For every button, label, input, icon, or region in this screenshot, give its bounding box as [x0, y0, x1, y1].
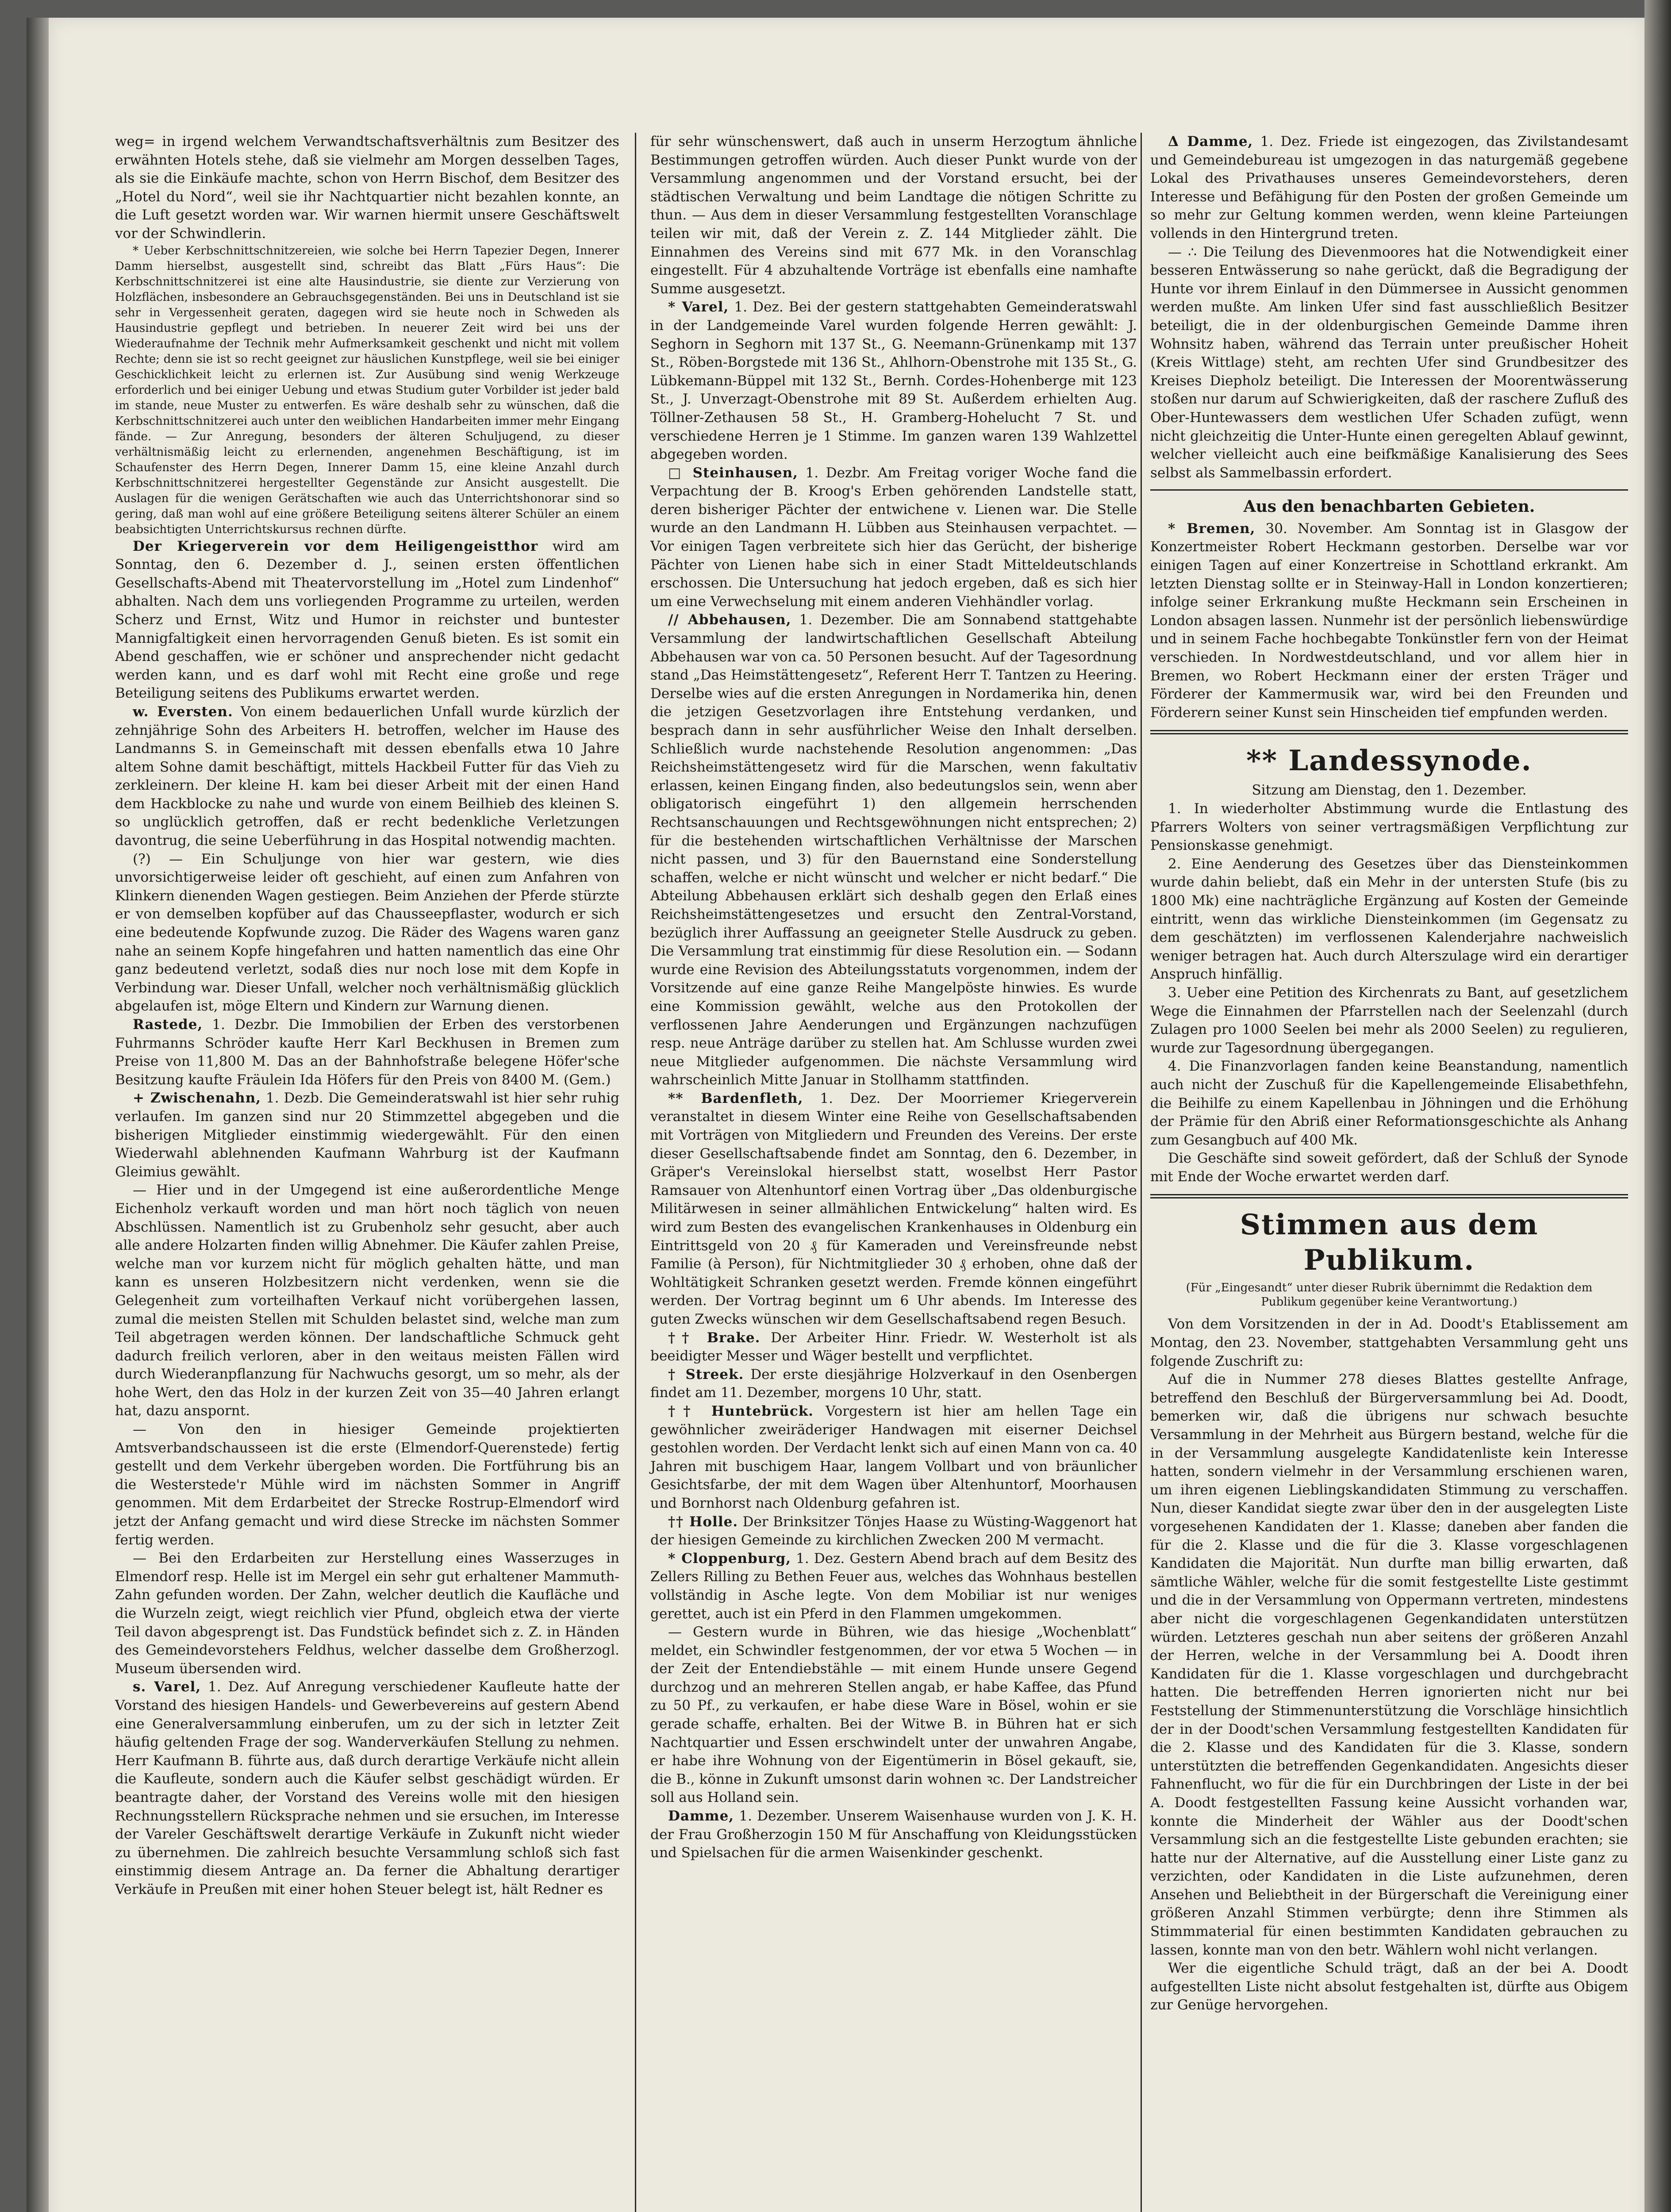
article-text: 1. Dez. Friede ist eingezogen, das Zivilstandesamt und Gemeindebureau ist umgezogen in das naturgemäß gegebene Lokal des Privathauses unseres Gemeindevorstehers, deren Interesse und Befähigung für den Posten der großen Gemeinde um so mehr zur Geltung kommen werden, wenn kleine Parteiungen vollends in den Hintergrund treten. — [1150, 134, 1628, 242]
editorial-disclaimer: (Für „Eingesandt“ unter dieser Rubrik übernimmt die Redaktion dem Publikum gegenüber keine Verantwortung.) — [1186, 1281, 1593, 1309]
article-abbehausen — [650, 611, 1137, 1089]
article-mammuth: — Bei den Erdarbeiten zur Herstellung eines Wasserzuges in Elmendorf resp. Helle ist im Mergel ein sehr gut erhaltener Mammuth-Zahn gefunden worden. Der Zahn, welcher deutlich die Kaufläche und die Wurzeln zeigt, wiegt reichlich vier Pfund, obgleich etwa der vierte Teil davon abgesprengt ist. Das Fundstück befindet sich z. Z. in Händen des Gemeindevorstehers Feldhus, welcher dasselbe dem Großherzogl. Museum übersenden wird. — [115, 1550, 619, 1677]
column-right — [1150, 133, 1628, 2015]
article-huntebrueck — [650, 1402, 1137, 1513]
article-text: für sehr wünschenswert, daß auch in unserm Herzogtum ähnliche Bestimmungen getroffen würden. Auch dieser Punkt wurde von der Versammlung angenommen und der Vorstand ersucht, bei der städtischen Verwaltung und beim Landtage die nötigen Schritte zu thun. — Aus dem in dieser Versammlung festgestellten Voranschlage teilen wir mit, daß der Verein z. Z. 144 Mitglieder zählt. Die Einnahmen des Vereins sind mit 677 Mk. in den Voranschlag eingestellt. Für 4 abzuhaltende Vorträge ist ebenfalls eine namhafte Summe ausgesetzt. — [650, 134, 1137, 297]
column-rule-1 — [635, 133, 636, 2212]
article-rastede — [115, 1016, 619, 1089]
column-rule-2 — [1141, 133, 1142, 2212]
article-text: Vorgestern ist hier am hellen Tage ein gewöhnlicher zweiräderiger Handwagen mit eiserner Deichsel gestohlen worden. Der Verdacht lenkt sich auf einen Mann von ca. 40 Jahren mit buschigem Haar, langem Vollbart und von bräunlicher Gesichtsfarbe, der mit dem Wagen über Altenhuntorf, Moorhausen und Bornhorst nach Oldenburg gefahren ist. — [650, 1403, 1137, 1511]
article-text: 1. Dezember. Unserem Waisenhause wurden von J. K. H. der Frau Großherzogin 150 M für Anschaffung von Kleidungsstücken und Spielsachen für die armen Waisenkinder geschenkt. — [650, 1808, 1137, 1861]
synode-item-1: 1. In wiederholter Abstimmung wurde die Entlastung des Pfarrers Wolters von seiner vertragsmäßigen Verpflichtung zur Pensionskasse genehmigt. — [1150, 801, 1628, 854]
article-damme — [1150, 133, 1628, 243]
article-headline: □ Steinhausen, — [668, 465, 798, 481]
article-text: 1. Dez. Auf Anregung verschiedener Kaufleute hatte der Vorstand des hiesigen Handels- und Gewerbevereins auf gestern Abend eine Generalversammlung einberufen, um zu der sich in letzter Zeit häufig geltenden Frage der sog. Wanderverkäufen Stellung zu nehmen. Herr Kaufmann B. führte aus, daß durch derartige Verkäufe nicht allein die Kaufleute, sondern auch die Käufer selbst geschädigt würden. Er beantragte daher, der Vorstand des Vereins wolle mit den hiesigen Rechnungsstellern Rücksprache nehmen und sie ersuchen, im Interesse der Vareler Geschäftswelt derartige Verkäufe in Zukunft nicht wieder zu übernehmen. Die zahlreich besuchte Versammlung schloß sich fast einstimmig diesem Antrage an. Da ferner die Abhaltung derartiger Verkäufe in Preußen mit einer hohen Steuer belegt ist, hält Redner es — [115, 1679, 619, 1897]
synode-item-4: 4. Die Finanzvorlagen fanden keine Beanstandung, namentlich auch nicht der Zuschuß für die Kapellengemeinde Elisabethfehn, die Beihilfe zu einem Kapellenbau in Jöhningen und die Erhöhung der Prämie für den Abriß einer Reformationsgeschichte als Anhang zum Gesangbuch auf 400 Mk. — [1150, 1058, 1628, 1148]
synode-item-2: 2. Eine Aenderung des Gesetzes über das Diensteinkommen wurde dahin beliebt, daß ein Mehr in der untersten Stufe (bis zu 1800 Mk) eine nachträgliche Ergänzung auf Kosten der Gemeinde eintritt, wenn das wirkliche Diensteinkommen (im Gegensatz zu dem geschätzten) im verflossenen Kalenderjahre nachweislich weniger betragen hat. Auch durch Alterszulage wird ein derartiger Anspruch hinfällig. — [1150, 856, 1628, 983]
section-divider-double — [1150, 730, 1628, 734]
article-text: 1. Dez. Der Moorriemer Kriegerverein veranstaltet in diesem Winter eine Reihe von Gesellschaftsabenden mit Vorträgen von Mitgliedern und Freunden des Vereins. Der erste dieser Gesellschaftsabende findet am Sonntag, den 6. Dezember, in Gräper's Vereinslokal hierselbst statt, woselbst Herr Pastor Ramsauer von Altenhuntorf einen Vortrag über „Das oldenburgische Militärwesen in seiner allmählichen Entwickelung“ halten wird. Es wird zum Besten des evangelischen Krankenhauses in Oldenburg ein Eintrittsgeld von 20 ₰ für Kameraden und Vereinsfreunde nebst Familie (à Person), für Nichtmitglieder 30 ₰ erhoben, ohne daß der Wohltätigkeit Schranken gesetzt werden. Fremde können eingeführt werden. Der Vortrag beginnt um 6 Uhr abends. Im Interesse des guten Zwecks wünschen wir dem Gesellschaftsabend regen Besuch. — [650, 1090, 1137, 1327]
section-heading-stimmen: Stimmen aus dem Publikum. — [1240, 1208, 1539, 1277]
article-text: wird am Sonntag, den 6. Dezember d. J., seinen ersten öffentlichen Gesellschafts-Abend mit Theatervorstellung im „Hotel zum Lindenhof“ abhalten. Nach dem uns vorliegenden Programme zu urteilen, werden Scherz und Ernst, Witz und Humor in reichster und buntester Mannigfaltigkeit einen hervorragenden Genuß bieten. Es ist somit ein Abend geschaffen, wie er schöner und ansprechender nicht gedacht werden kann, und es darf wohl mit Recht eine große und rege Beteiligung seitens des Publikums erwartet werden. — [115, 538, 619, 702]
article-text: 1. Dezember. Die am Sonnabend stattgehabte Versammlung der landwirtschaftlichen Gesellschaft Abteilung Abbehausen war von ca. 50 Personen besucht. Auf der Tagesordnung stand „Das Heimstättengesetz“, Referent Herr T. Tantzen zu Heering. Derselbe wies auf die ersten Anregungen in Nordamerika hin, denen die jetzigen Gesetzvorlagen ihre Entstehung verdanken, und besprach dann in sehr ausführlicher Weise den Inhalt derselben. Schließlich wurde nachstehende Resolution angenommen: „Das Reichsheimstättengesetz wird für die Marschen, wenn fakultativ erlassen, keinen Eingang finden, also bedeutungslos sein, wenn aber obligatorisch eingeführt 1) den allgemein herrschenden Rechtsanschauungen und Rechtsgewöhnungen nicht entsprechen; 2) für die bestehenden wirtschaftlichen Verhältnisse der Marschen nicht passen, und 3) für den Bauernstand eine Sonderstellung schaffen, welche er nicht wünscht und welcher er nicht bedarf.“ Die Abteilung Abbehausen erklärt sich deshalb gegen den Erlaß eines Reichsheimstättengesetzes und ersucht den Zentral-Vorstand, bezüglich ihrer Auffassung an geeigneter Stelle Ausdruck zu geben. Die Versammlung trat einstimmig für diese Resolution ein. — Sodann wurde eine Revision des Abteilungsstatuts vorgenommen, indem der Vorsitzende auf eine ganze Reihe Mangelpöste hinwies. Es wurde eine Kommission gewählt, welche aus den Protokollen der verflossenen Jahre Aenderungen und Ergänzungen nachzufügen resp. neue Anträge darüber zu stellen hat. Am Schlusse wurden zwei neue Mitglieder aufgenommen. Die nächste Versammlung wird wahrscheinlich Mitte Januar in Stollhamm stattfinden. — [650, 612, 1137, 1088]
column-middle — [650, 133, 1137, 1863]
section-divider-double — [1150, 1194, 1628, 1198]
article-zuschrift-closing: Wer die eigentliche Schuld trägt, daß an der bei A. Doodt aufgestellten Liste nicht absolut festgehalten ist, dürfte aus Obigem zur Genüge hervorgehen. — [1150, 1960, 1628, 2013]
article-eichenholz: — Hier und in der Umgegend ist eine außerordentliche Menge Eichenholz verkauft worden und man hört noch täglich von neuen Abschlüssen. Namentlich ist zu Grubenholz sehr gesucht, aber auch alle andere Holzarten finden willig Abnehmer. Die Käufer zahlen Preise, welche man vor kurzem nicht für möglich gehalten hätte, und man kann es unseren Holzbesitzern nicht verdenken, wenn sie die Gelegenheit zum vorteilhaften Verkauf nicht vorübergehen lassen, zumal die meisten Stellen mit Schulden belastet sind, welche man zum Teil abgetragen werden können. Der landschaftliche Schmuck geht dadurch freilich verloren, aber in den weitaus meisten Fällen wird durch Wiederanpflanzung für Nachwuchs gesorgt, um so mehr, als der hohe Wert, den das Holz in der kurzen Zeit von 35—40 Jahren erlangt hat, dazu anspornt. — [115, 1182, 619, 1419]
section-heading-nachbargebiete: Aus den benachbarten Gebieten. — [1243, 497, 1535, 516]
right-edge-shadow — [1644, 0, 1671, 2212]
article-headline: * Varel, — [668, 299, 729, 315]
article-headline: Damme, — [668, 1808, 734, 1824]
article-headline: †† Huntebrück. — [668, 1403, 814, 1419]
article-streek — [650, 1366, 1137, 1402]
synode-closing: Die Geschäfte sind soweit gefördert, daß der Schluß der Synode mit Ende der Woche erwartet werden darf. — [1150, 1150, 1628, 1185]
article-headline: Rastede, — [133, 1017, 203, 1033]
article-text: 1. Dezbr. Die Immobilien der Erben des verstorbenen Fuhrmanns Schröder kaufte Herr Karl Beckhusen in Bremen zum Preise von 11,800 M. Das an der Bahnhofstraße belegene Höfer'sche Besitzung kaufte Fräulein Ida Höfers für den Preis von 8400 M. (Gem.) — [115, 1017, 619, 1088]
article-text: 30. November. Am Sonntag ist in Glasgow der Konzertmeister Robert Heckmann gestorben. Derselbe war vor einigen Tagen auf einer Konzertreise in Schottland erkrankt. Am letzten Dienstag sollte er in Steinway-Hall in London konzertieren; infolge seiner Erkrankung mußte Heckmann sein Erscheinen in London absagen lassen. Nunmehr ist der persönlich liebenswürdige und in seinem Fache hochbegabte Tonkünstler fern von der Heimat verschieden. In Nordwestdeutschland, und vor allem hier in Bremen, wo Robert Heckmann einer der ersten Träger und Förderer der Kammermusik war, wird bei den Freunden und Förderern seiner Kunst sein Hinscheiden tief empfunden werden. — [1150, 520, 1628, 721]
article-headline: * Bremen, — [1168, 520, 1256, 537]
section-heading-landessynode: ** Landessynode. — [1246, 744, 1532, 778]
article-zuschrift-body: Auf die in Nummer 278 dieses Blattes gestellte Anfrage, betreffend den Beschluß der Bürgerversammlung bei Ad. Doodt, bemerken wir, daß die übrigens nur schwach besuchte Versammlung in der Mehrheit aus Bürgern bestand, welche für die in der Versammlung ausgelegte Kandidatenliste kein Interesse hatten, sondern vielmehr in der Versammlung erschienen waren, um ihren eigenen Lieblingskandidaten Stimmung zu verschaffen. Nun, dieser Kandidat siegte zwar über den in der ausgelegten Liste vorgesehenen Kandidaten der 1. Klasse; daneben aber fanden die für die 2. Klasse und die für die 3. Klasse vorgeschlagenen Kandidaten die Majorität. Nun durfte man billig erwarten, daß sämtliche Wähler, welche für die somit festgestellte Liste gestimmt und die in der Versammlung von Oppermann vertreten, mindestens aber nicht die vorgeschlagenen Gegenkandidaten unterstützen würden. Letzteres geschah nun aber seitens der größeren Anzahl der Herren, welche in der Versammlung bei A. Doodt ihren Kandidaten für die 1. Klasse vorgeschlagen und durchgebracht hatten. Die betreffenden Herren ignorierten nicht nur bei Feststellung der Stimmenunterstützung die Vorschläge hinsichtlich der in der Doodt'schen Versammlung festgestellten Kandidaten für die 2. Klasse und des Kandidaten für die 3. Klasse, sondern unterstützten die betreffenden Gegenkandidaten. Angesichts dieser Fahnenflucht, wo für die für ein Durchbringen der Liste in der bei A. Doodt festgestellten Fassung keine Aussicht vorhanden war, konnte die Minderheit der Wähler aus der Doodt'schen Versammlung sich an die festgestellte Liste gebunden erachten; sie hatte nur der Alternative, auf die Ausstellung einer Liste ganz zu verzichten, oder Kandidaten in die Liste aufzunehmen, deren Ansehen und Beliebtheit in der Bürgerschaft die Vereinigung einer größeren Anzahl Stimmen verbürgte; denn ihre Stimmen als Stimmmaterial für einen bestimmten Kandidaten gebrauchen zu lassen, konnte man von den betr. Wählern wohl nicht verlangen. — [1150, 1371, 1628, 1958]
article-varel-wahl — [650, 298, 1137, 464]
article-headline: + Zwischenahn, — [133, 1090, 261, 1106]
article-damme-waisenhaus — [650, 1807, 1137, 1863]
article-brake — [650, 1329, 1137, 1366]
article-text: weg= in irgend welchem Verwandtschaftsverhältnis zum Besitzer des erwähnten Hotels stehe, daß sie vielmehr am Morgen desselben Tages, als sie die Einkäufe machte, schon von Herrn Bischof, dem Besitzer des „Hotel du Nord“, weil sie ihr Nachtquartier nicht bezahlen konnte, an die Luft gesetzt worden war. Wir warnen hiermit unsere Geschäftswelt vor der Schwindlerin. — [115, 134, 619, 242]
article-holle — [650, 1513, 1137, 1550]
article-bremen — [1150, 520, 1628, 722]
article-text: 1. Dezb. Die Gemeinderatswahl ist hier sehr ruhig verlaufen. Im ganzen sind nur 20 Stimmzettel abgegeben und die bisherigen Mitglieder einstimmig wiedergewählt. Für den einen Wiederwahl ablehnenden Kaufmann Wahrburg ist der Kaufmann Gleimius gewählt. — [115, 1090, 619, 1180]
synode-item-3: 3. Ueber eine Petition des Kirchenrats zu Bant, auf gesetzlichem Wege die Einnahmen der Pfarrstellen nach der Seelenzahl (durch Zulagen pro 1000 Seelen bei mehr als 2000 Seelen) zu regulieren, wurde zur Tagesordnung übergegangen. — [1150, 984, 1628, 1056]
article-schuljunge: (?) — Ein Schuljunge von hier war gestern, wie dies unvorsichtigerweise leider oft geschieht, auf einen zum Anfahren von Klinkern dienenden Wagen gestiegen. Beim Anziehen der Pferde stürzte er von demselben kopfüber auf das Chausseepflaster, wodurch er sich eine bedeutende Kopfwunde zuzog. Die Räder des Wagens waren ganz nahe an seinem Kopfe hingefahren und hatten namentlich das eine Ohr ganz bedeutend verletzt, sodaß dies nur noch lose mit dem Kopfe in Verbindung war. Dieser Unfall, welcher noch verhältnismäßig glücklich abgelaufen ist, möge Eltern und Kindern zur Warnung dienen. — [115, 851, 619, 1014]
article-headline: †† Brake. — [668, 1329, 761, 1346]
article-kriegerverein — [115, 538, 619, 703]
article-eversten — [115, 703, 619, 850]
article-bardenfleth — [650, 1090, 1137, 1329]
article-amtsverband: — Von den in hiesiger Gemeinde projektierten Amtsverbandschausseen ist die erste (Elmendorf-Querenstede) fertig gestellt und dem Verkehr übergeben worden. Die Fortführung bis an die Westerstede'r Mühle wird im nächsten Sommer in Angriff genommen. Mit dem Erdarbeitet der Strecke Rostrup-Elmendorf wird jetzt der Anfang gemacht und wird diese Strecke im nächsten Sommer fertig werden. — [115, 1421, 619, 1548]
article-headline: Δ Damme, — [1168, 134, 1253, 150]
article-text: 1. Dez. Gestern Abend brach auf dem Besitz des Zellers Rilling zu Bethen Feuer aus, welches das Wohnhaus bestellen vollständig in Asche legte. Von dem Mobiliar ist nur weniges gerettet, auch ist ein Pferd in den Flammen umgekommen. — [650, 1550, 1137, 1622]
article-varel-gewerbe — [115, 1678, 619, 1899]
article-headline: * Cloppenburg, — [668, 1550, 791, 1567]
article-text: Von einem bedauerlichen Unfall wurde kürzlich der zehnjährige Sohn des Arbeiters H. betroffen, welcher im Hause des Landmanns S. in Gemeinschaft mit dessen ebenfalls etwa 10 Jahre altem Sohne damit beschäftigt, mittels Hackbeil Futter für das Vieh zu zerkleinern. Der kleine H. kam bei dieser Arbeit mit der einen Hand dem Hackblocke zu nahe und wurde von einem Beilhieb des kleinen S. so unglücklich getroffen, daß er recht bedenkliche Verletzungen davontrug, die seine Ueberführung in das Hospital notwendig machten. — [115, 703, 619, 849]
article-headline: † Streek. — [668, 1366, 744, 1382]
article-headline: ** Bardenfleth, — [668, 1090, 803, 1106]
article-note-kerbschnitt: * Ueber Kerbschnittschnitzereien, wie solche bei Herrn Tapezier Degen, Innerer Damm hierselbst, ausgestellt sind, schreibt das Blatt „Fürs Haus“: Die Kerbschnittschnitzerei ist eine alte Hausindustrie, sie diente zur Verzierung von Holzflächen, insbesondere an Gebrauchsgegenständen. Bei uns in Deutschland ist sie sehr in Vergessenheit geraten, dagegen wird sie heute noch in Schweden als Hausindustrie gepflegt und betrieben. In neuerer Zeit wird bei uns der Wiederaufnahme der Technik mehr Aufmerksamkeit geschenkt und nicht mit vollem Rechte; denn sie ist so recht geeignet zur häuslichen Kunstpflege, weil sie bei einiger Geschicklichkeit leicht zu erlernen ist. Zur Ausübung sind wenig Werkzeuge erforderlich und bei einiger Uebung und etwas Studium guter Vorbilder ist jeder bald im stande, neue Muster zu entwerfen. Es wäre deshalb sehr zu wünschen, daß die Kerbschnittschnitzerei auch unter den weiblichen Handarbeiten immer mehr Eingang fände. — Zur Anregung, besonders der älteren Schuljugend, zu dieser verhältnismäßig leicht zu erlernenden, angenehmen Beschäftigung, ist im Schaufenster des Herrn Degen, Innerer Damm 15, eine kleine Anzahl durch Kerbschnittschnitzerei hergestellter Gegenstände zur Ansicht ausgestellt. Die Auslagen für die wenigen Gerätschaften wie auch das Unterrichtshonorar sind so gering, daß man wohl auf eine größere Beteiligung seitens älterer Schüler an einem beabsichtigten Unterrichtskursus rechnen dürfte. — [115, 244, 619, 536]
article-headline: Der Kriegerverein vor dem Heiligengeistthor — [133, 538, 538, 554]
article-headline: s. Varel, — [133, 1679, 201, 1695]
article-zwischenahn — [115, 1089, 619, 1181]
synode-subtitle: Sitzung am Dienstag, den 1. Dezember. — [1252, 782, 1527, 799]
article-headline: w. Eversten. — [133, 703, 233, 720]
article-schwindler: — Gestern wurde in Bühren, wie das hiesige „Wochenblatt“ meldet, ein Schwindler festgenommen, der vor etwa 5 Wochen — in der Zeit der Entendiebstähle — mit einem Hunde unsere Gegend durchzog und an mehreren Stellen angab, er habe Kaffee, das Pfund zu 50 Pf., zu verkaufen, er habe diese Ware in Bösel, wohin er sie gerade schaffe, erhalten. Bei der Witwe B. in Bühren hat er sich Nachtquartier und Essen erschwindelt unter der unwahren Angabe, er habe ihre Wohnung von der Eigentümerin in Bösel gekauft, sie, die B., könne in Zukunft umsonst darin wohnen ꝛc. Der Landstreicher soll aus Holland sein. — [650, 1624, 1137, 1806]
article-zuschrift-intro: Von dem Vorsitzenden in der in Ad. Doodt's Etablissement am Montag, den 23. November, stattgehabten Versammlung geht uns folgende Zuschrift zu: — [1150, 1316, 1628, 1369]
article-cloppenburg — [650, 1550, 1137, 1623]
article-headline: // Abbehausen, — [668, 612, 791, 628]
article-text: 1. Dezbr. Am Freitag voriger Woche fand die Verpachtung der B. Kroog's Erben gehörenden Landstelle statt, deren bisheriger Pächter der entwichene v. Lienen war. Die Stelle wurde an den Landmann H. Lübben aus Steinhausen verpachtet. — Vor einigen Tagen verbreitete sich hier das Gerücht, der bisherige Pächter von Lienen habe sich in einer Stadt Mitteldeutschlands erschossen. Die Untersuchung hat jedoch ergeben, daß es sich hier um eine Verwechselung mit einem anderen Viehhändler vorlag. — [650, 465, 1137, 610]
article-dievenmoor: — ∴ Die Teilung des Dievenmoores hat die Notwendigkeit einer besseren Entwässerung so nahe gerückt, daß die Begradigung der Hunte vor ihrem Einlauf in den Dümmersee in Aussicht genommen werden mußte. Am linken Ufer sind fast ausschließlich Besitzer beteiligt, die in der oldenburgischen Gemeinde Damme ihren Wohnsitz haben, während das Terrain unter preußischer Hoheit (Kreis Wittlage) steht, am rechten Ufer sind Grundbesitzer des Kreises Diepholz beteiligt. Die Interessen der Moorentwässerung stoßen nur darum auf Schwierigkeiten, daß der raschere Zufluß des Ober-Huntewassers dem westlichen Ufer Schaden zufügt, wenn nicht gleichzeitig die Unter-Hunte einen geregelten Ablauf gewinnt, welcher vielleicht auch eine beifkmäßige Kanalisierung des Sees selbst als Sammelbassin erfordert. — [1150, 244, 1628, 481]
article-text: Der erste diesjährige Holzverkauf in den Osenbergen findet am 11. Dezember, morgens 10 Uhr, statt. — [650, 1366, 1137, 1401]
article-text: Der Brinksitzer Tönjes Haase zu Wüsting-Waggenort hat der hiesigen Gemeinde zu kirchlichen Zwecken 200 M vermacht. — [650, 1513, 1137, 1548]
section-divider — [1150, 489, 1628, 491]
article-text: Der Arbeiter Hinr. Friedr. W. Westerholt ist als beeidigter Messer und Wäger bestellt und verpflichtet. — [650, 1329, 1137, 1364]
article-headline: †† Holle. — [668, 1513, 738, 1530]
column-left — [115, 133, 619, 1899]
article-text: 1. Dez. Bei der gestern stattgehabten Gemeinderatswahl in der Landgemeinde Varel wurden folgende Herren gewählt: J. Seghorn in Seghorn mit 137 St., G. Neemann-Grünenkamp mit 137 St., Röben-Borgstede mit 136 St., Ahlhorn-Obenstrohe mit 135 St., G. Lübkemann-Büppel mit 132 St., Bernh. Cordes-Hohenberge mit 123 St., J. Unverzagt-Obenstrohe mit 89 St. Außerdem erhielten Aug. Töllner-Zethausen 58 St., H. Gramberg-Hohelucht 7 St. und verschiedene Herren je 1 Stimme. Im ganzen waren 139 Wahlzettel abgegeben worden. — [650, 299, 1137, 463]
article-steinhausen — [650, 464, 1137, 611]
